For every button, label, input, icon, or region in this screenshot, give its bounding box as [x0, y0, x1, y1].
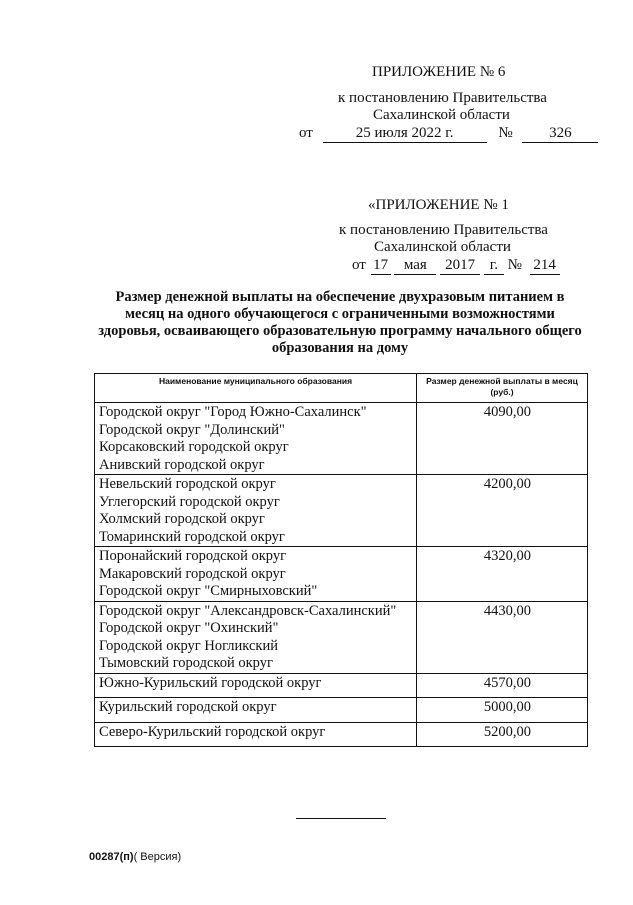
table-row: [95, 673, 588, 698]
region-name: Городской округ "Охинский": [99, 620, 279, 636]
table-row: [95, 403, 588, 475]
appendix-1-line2: Сахалинской области: [374, 239, 511, 255]
appendix-1-line1: к постановлению Правительства: [339, 222, 548, 238]
amount-cell: 5200,00: [417, 722, 588, 747]
decree-date: 25 июля 2022 г.: [323, 125, 487, 143]
decree-year-suffix: г.: [484, 257, 504, 275]
amount-cell: 4320,00: [417, 547, 588, 602]
table-row: [95, 601, 588, 673]
appendix-6-line1: к постановлению Правительства: [338, 90, 547, 106]
column-header-region: Наименование муниципального образования: [95, 374, 417, 403]
region-name: Городской округ "Город Южно-Сахалинск": [99, 404, 367, 420]
closing-separator: [296, 818, 386, 819]
region-name: Холмский городской округ: [99, 511, 265, 527]
appendix-6-date-line: [299, 124, 598, 143]
decree-day: 17: [371, 257, 391, 275]
amount-cell: 4430,00: [417, 601, 588, 673]
decree-year: 2017: [440, 257, 480, 275]
amount-cell: 5000,00: [417, 698, 588, 723]
region-cell: [95, 547, 417, 602]
region-name: Анивский городской округ: [99, 456, 265, 473]
region-cell: [95, 403, 417, 475]
column-header-amount: Размер денежной выплаты в месяц (руб.): [417, 374, 588, 403]
appendix-6-title: ПРИЛОЖЕНИЕ № 6: [372, 64, 506, 80]
table-header-row: [95, 374, 588, 403]
document-title: Размер денежной выплаты на обеспечение двухразовым питанием в месяц на одного обучающегося с ограниченными возможностями здоровья, осваивающего образовательную программу начального общего образования на дому: [98, 289, 582, 356]
footer-document-code: [89, 851, 181, 863]
region-cell: [95, 698, 417, 723]
region-name: Курильский городской округ: [99, 699, 277, 715]
table-row: [95, 698, 588, 723]
number-label: №: [507, 257, 522, 273]
region-name: Углегорский городской округ: [99, 493, 280, 510]
region-name: Корсаковский городской округ: [99, 439, 289, 455]
appendix-6-line2: Сахалинской области: [373, 107, 510, 123]
region-name: Невельский городской округ: [99, 476, 276, 492]
region-cell: [95, 722, 417, 747]
decree-month: мая: [394, 257, 436, 275]
region-cell: [95, 475, 417, 547]
payment-table: [94, 373, 588, 747]
decree-number: 214: [530, 257, 560, 275]
decree-number: 326: [522, 125, 598, 143]
table-row: [95, 475, 588, 547]
document-version: ( Версия): [133, 851, 182, 863]
region-cell: [95, 601, 417, 673]
table-row: [95, 547, 588, 602]
appendix-1-date-line: [352, 256, 560, 275]
number-label: №: [498, 125, 513, 141]
region-name: Тымовский городской округ: [99, 655, 273, 671]
amount-cell: 4200,00: [417, 475, 588, 547]
region-name: Южно-Курильский городской округ: [99, 674, 322, 691]
region-name: Поронайский городской округ: [99, 548, 287, 564]
from-label: от: [352, 257, 366, 273]
region-name: Городской округ "Долинский": [99, 421, 285, 438]
region-name: Северо-Курильский городской округ: [99, 723, 326, 740]
appendix-1-title: «ПРИЛОЖЕНИЕ № 1: [368, 197, 509, 213]
region-name: Макаровский городской округ: [99, 565, 286, 582]
document-code: 00287(п): [89, 851, 134, 863]
region-name: Городской округ Ногликский: [99, 637, 278, 654]
table-row: [95, 722, 588, 747]
region-name: Томаринский городской округ: [99, 528, 285, 545]
region-name: Городской округ "Смирныховский": [99, 583, 318, 599]
region-cell: [95, 673, 417, 698]
region-name: Городской округ "Александровск-Сахалинский": [99, 602, 397, 619]
amount-cell: 4570,00: [417, 673, 588, 698]
amount-cell: 4090,00: [417, 403, 588, 475]
from-label: от: [299, 125, 313, 141]
